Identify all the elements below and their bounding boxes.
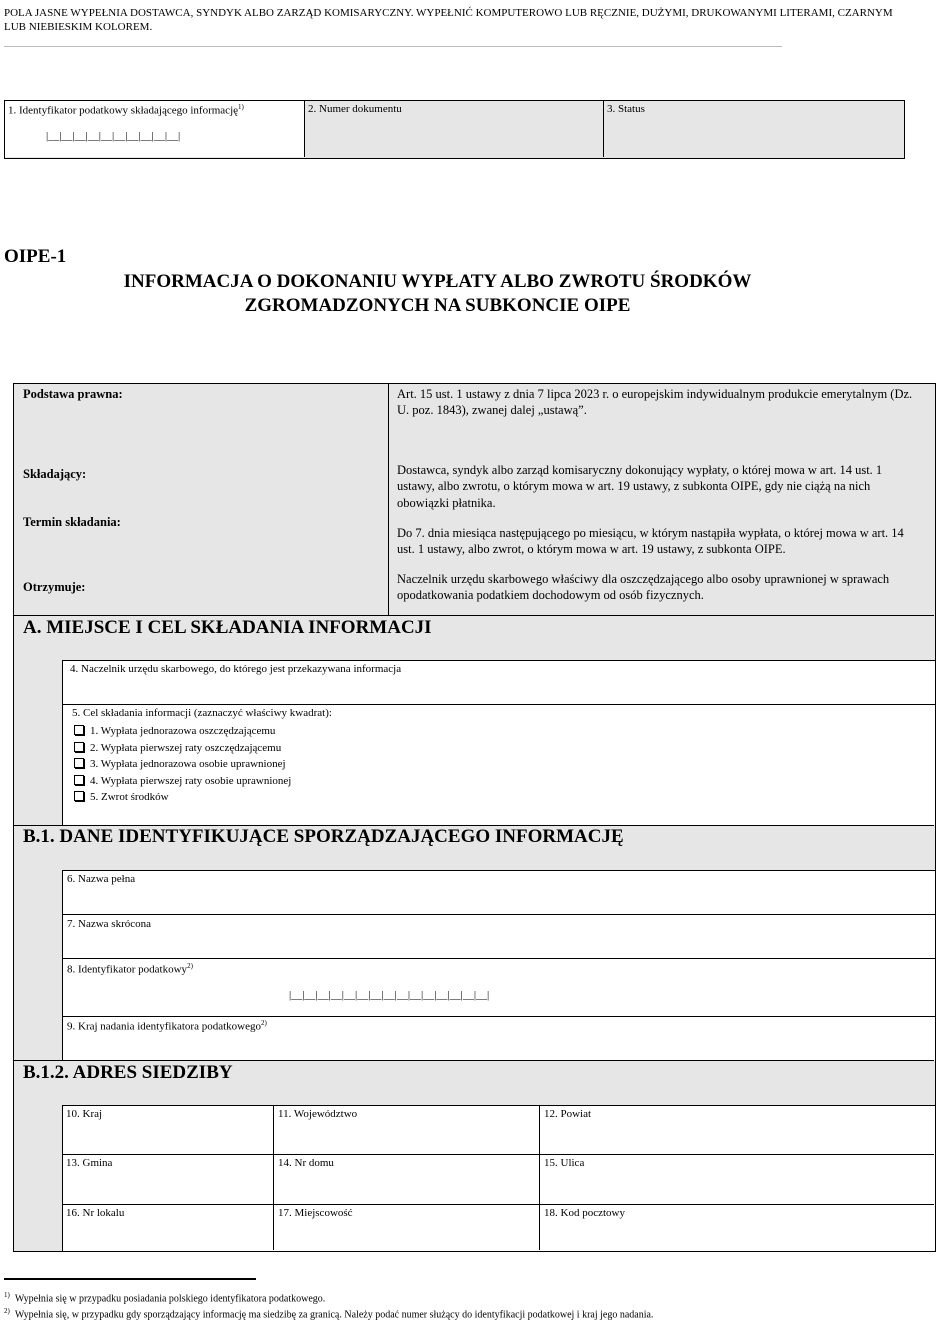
footnote-1-text: Wypełnia się w przypadku posiadania polskiego identyfikatora podatkowego.	[14, 1293, 326, 1305]
address-divider	[539, 1105, 540, 1250]
field-14-label[interactable]: 14. Nr domu	[278, 1157, 334, 1169]
footnote-ref-2: 2)	[260, 1019, 267, 1027]
form-code: OIPE-1	[4, 246, 67, 267]
field-4-naczelnik[interactable]	[62, 660, 935, 705]
address-grid	[62, 1105, 935, 1251]
form-title-line-1: INFORMACJA O DOKONANIU WYPŁATY ALBO ZWROTU ŚRODKÓW	[123, 271, 752, 292]
footnote-2-mark: 2)	[4, 1307, 10, 1316]
field-13-label[interactable]: 13. Gmina	[66, 1157, 113, 1169]
podstawa-label: Podstawa prawna:	[23, 387, 123, 401]
section-a-top-line	[14, 615, 934, 616]
checkbox-icon[interactable]	[74, 725, 84, 735]
footnotes	[4, 1289, 653, 1322]
field-17-label[interactable]: 17. Miejscowość	[278, 1207, 353, 1219]
field-10-label[interactable]: 10. Kraj	[66, 1108, 103, 1120]
field-3-label: 3. Status	[607, 103, 645, 115]
section-b12-title: B.1.2. ADRES SIEDZIBY	[23, 1062, 233, 1083]
field-15-label[interactable]: 15. Ulica	[544, 1157, 585, 1169]
footnote-1	[4, 1289, 653, 1305]
field-16-label[interactable]: 16. Nr lokalu	[66, 1207, 125, 1219]
field-9-label: 9. Kraj nadania identyfikatora podatkowego	[67, 1020, 261, 1033]
footnote-ref-2: 2)	[187, 962, 193, 970]
info-divider	[388, 384, 389, 615]
option-2-label: 2. Wypłata pierwszej raty oszczędzającemu	[90, 741, 282, 754]
footnote-rule	[4, 1278, 256, 1280]
field-11-label[interactable]: 11. Województwo	[278, 1108, 358, 1120]
checkbox-icon[interactable]	[74, 758, 84, 768]
option-5-label: 5. Zwrot środków	[90, 791, 169, 804]
option-5[interactable]	[74, 789, 291, 806]
field-2-numer-dokumentu	[305, 101, 604, 157]
checkbox-icon[interactable]	[74, 791, 84, 801]
field-1-digit-boxes[interactable]: |__|__|__|__|__|__|__|__|__|__|	[46, 130, 181, 142]
field-1-identyfikator[interactable]	[5, 101, 305, 157]
header-instruction: POLA JASNE WYPEŁNIA DOSTAWCA, SYNDYK ALBO ZARZĄD KOMISARYCZNY. WYPEŁNIĆ KOMPUTEROWO LUB RĘCZNIE, DUŻYMI, DRUKOWANYMI LITERAMI, CZARNYM LUB NIEBIESKIM KOLOREM.	[4, 7, 893, 33]
field-8-digit-boxes[interactable]: |__|__|__|__|__|__|__|__|__|__|__|__|__|__|__|	[289, 989, 490, 1001]
field-8-label: 8. Identyfikator podatkowy	[67, 963, 188, 976]
podstawa-text: Art. 15 ust. 1 ustawy z dnia 7 lipca 2023 r. o europejskim indywidualnym produkcie emerytalnym (Dz. U. poz. 1843), zwanej dalej „ustawą”.	[397, 387, 913, 418]
field-4-label: 4. Naczelnik urzędu skarbowego, do którego jest przekazywana informacja	[70, 663, 402, 675]
otrzymuje-text: Naczelnik urzędu skarbowego właściwy dla oszczędzającego albo osoby uprawnionej w sprawach opodatkowania podatkiem dochodowym od osób fizycznych.	[397, 572, 890, 603]
checkbox-icon[interactable]	[74, 775, 84, 785]
option-4-label: 4. Wypłata pierwszej raty osobie uprawnionej	[90, 774, 292, 787]
field-2-label: 2. Numer dokumentu	[308, 103, 402, 115]
field-7-label: 7. Nazwa skrócona	[67, 918, 151, 930]
address-divider	[62, 1204, 934, 1205]
field-8-identyfikator[interactable]	[62, 958, 935, 1017]
otrzymuje-label: Otrzymuje:	[23, 580, 86, 594]
field-12-label[interactable]: 12. Powiat	[544, 1108, 592, 1120]
section-a-title: A. MIEJSCE I CEL SKŁADANIA INFORMACJI	[23, 617, 432, 638]
section-b12-top-line	[14, 1060, 934, 1061]
field-5-options	[74, 723, 291, 806]
checkbox-icon[interactable]	[74, 742, 84, 752]
footnote-1-mark: 1)	[4, 1291, 10, 1299]
address-divider	[273, 1105, 274, 1250]
termin-label: Termin składania:	[23, 515, 121, 529]
skladajacy-label: Składający:	[23, 467, 87, 481]
termin-text: Do 7. dnia miesiąca następującego po miesiącu, w którym nastąpiła wypłata, o której mowa w art. 14 ust. 1 ustawy, albo zwrot, o którym mowa w art. 19 ustawy, z subkonta OIPE.	[397, 526, 904, 557]
option-1-label: 1. Wypłata jednorazowa oszczędzającemu	[90, 725, 276, 737]
field-7-nazwa-skrocona[interactable]	[62, 914, 935, 959]
form-title-line-2: ZGROMADZONYCH NA SUBKONCIE OIPE	[244, 295, 631, 316]
field-5-cel	[62, 704, 935, 825]
footnote-2	[4, 1305, 653, 1321]
option-3-label: 3. Wypłata jednorazowa osobie uprawnionej	[90, 758, 286, 771]
field-3-status	[604, 101, 902, 157]
form-title	[0, 270, 875, 318]
skladajacy-text: Dostawca, syndyk albo zarząd komisaryczny dokonujący wypłaty, o której mowa w art. 14 ust. 1 ustawy, albo zwrotu, o którym mowa w art. 19 ustawy, z subkonta OIPE, gdy nie ciążą na nich obowiązki płatnika.	[397, 463, 883, 510]
field-6-label: 6. Nazwa pełna	[67, 873, 136, 885]
field-6-nazwa-pelna[interactable]	[62, 870, 935, 915]
footnote-2-text: Wypełnia się, w przypadku gdy sporządzający informację ma siedzibę za granicą. Należy podać numer służący do identyfikacji podatkowej i kraj jego nadania.	[14, 1309, 654, 1321]
address-divider	[62, 1154, 934, 1155]
field-18-label[interactable]: 18. Kod pocztowy	[544, 1207, 625, 1219]
option-3[interactable]	[74, 756, 291, 773]
option-4[interactable]	[74, 773, 291, 790]
option-1[interactable]	[74, 723, 291, 740]
field-9-kraj-nadania[interactable]	[62, 1016, 935, 1061]
field-5-label: 5. Cel składania informacji (zaznaczyć właściwy kwadrat):	[72, 707, 332, 719]
option-2[interactable]	[74, 740, 291, 757]
field-1-label: 1. Identyfikator podatkowy składającego informację	[8, 104, 239, 117]
section-b1-title: B.1. DANE IDENTYFIKUJĄCE SPORZĄDZAJĄCEGO INFORMACJĘ	[23, 826, 624, 847]
header-divider	[4, 46, 782, 47]
footnote-ref-1: 1)	[238, 103, 244, 111]
